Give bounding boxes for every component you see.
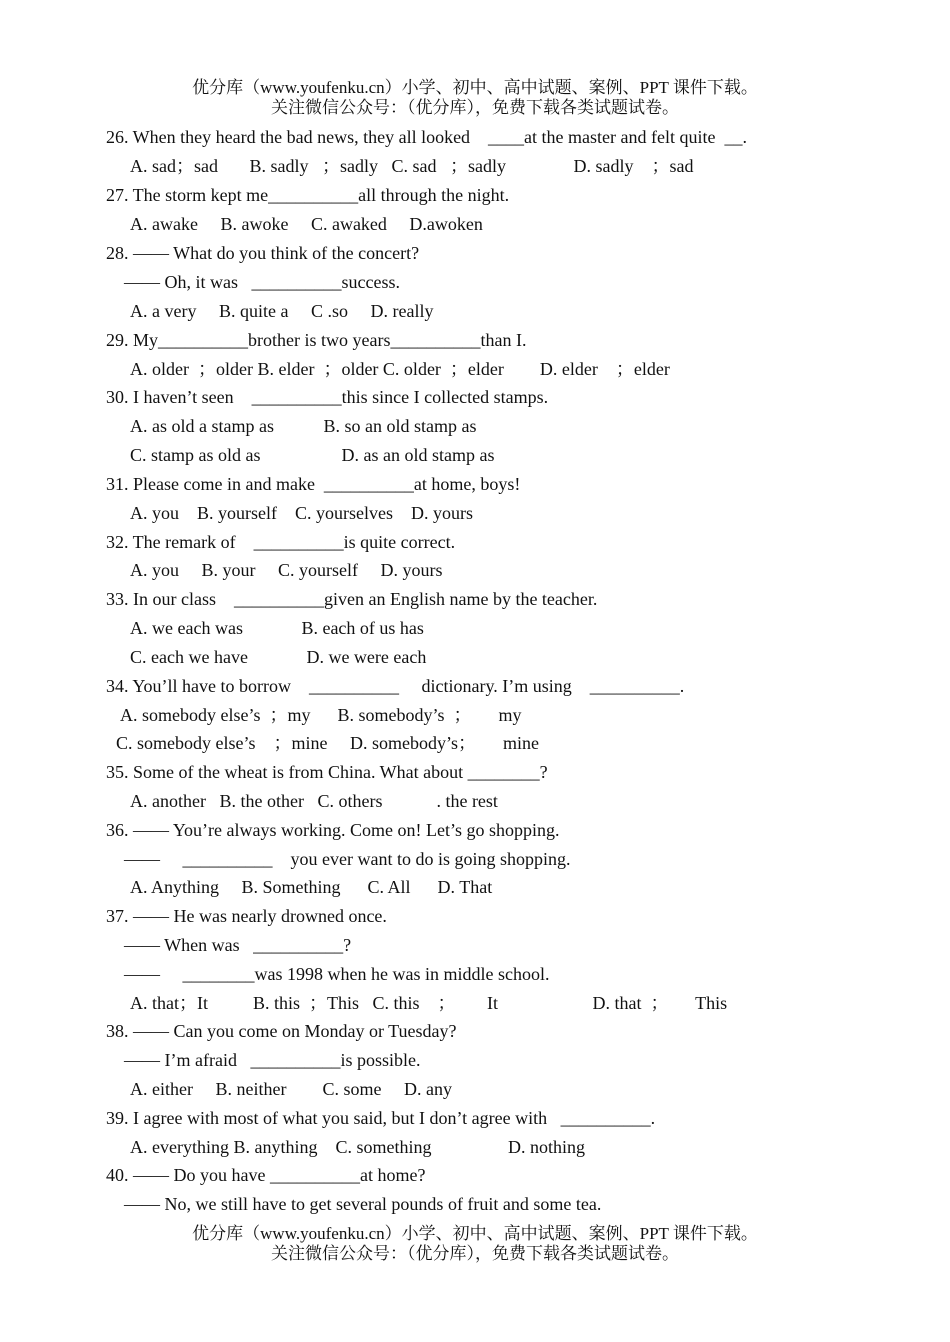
q31-stem: 31. Please come in and make __________at home, boys!	[106, 474, 521, 494]
q26-stem: 26. When they heard the bad news, they all looked ____at the master and felt quite __.	[106, 127, 747, 147]
q35-stem: 35. Some of the wheat is from China. What about ________?	[106, 762, 548, 782]
q29-stem: 29. My__________brother is two years__________than I.	[106, 330, 527, 350]
q31-options: A. you B. yourself C. yourselves D. yours	[130, 503, 473, 523]
page-footer	[0, 1224, 950, 1264]
q28-stem: 28. —— What do you think of the concert?	[106, 243, 420, 263]
q37-dialogue-1: —— When was __________?	[124, 935, 352, 955]
q36-dialogue: —— __________ you ever want to do is going shopping.	[124, 849, 571, 869]
q30-stem: 30. I haven’t seen __________this since I collected stamps.	[106, 387, 549, 407]
q39-options: A. everything B. anything C. something D. nothing	[130, 1137, 585, 1157]
q32-options: A. you B. your C. yourself D. yours	[130, 560, 443, 580]
q30-options-ab: A. as old a stamp as B. so an old stamp as	[130, 416, 477, 436]
header-line-1: 优分库（www.youfenku.cn）小学、初中、高中试题、案例、PPT 课件下载。	[192, 78, 758, 97]
q28-dialogue: —— Oh, it was __________success.	[124, 272, 400, 292]
q32-stem: 32. The remark of __________is quite correct.	[106, 532, 456, 552]
q28-options: A. a very B. quite a C .so D. really	[130, 301, 434, 321]
q27-stem: 27. The storm kept me__________all through the night.	[106, 185, 510, 205]
q27-options: A. awake B. awoke C. awaked D.awoken	[130, 214, 483, 234]
q38-stem: 38. —— Can you come on Monday or Tuesday?	[106, 1021, 457, 1041]
page-header	[0, 78, 950, 118]
q37-stem: 37. —— He was nearly drowned once.	[106, 906, 387, 926]
q36-options: A. Anything B. Something C. All D. That	[130, 877, 493, 897]
q34-options-ab: A. somebody else’s ；my B. somebody’s ； my	[120, 705, 522, 725]
q36-stem: 36. —— You’re always working. Come on! Let’s go shopping.	[106, 820, 560, 840]
q37-options: A. that；It B. this ；This C. this ； It D. that ； This	[130, 993, 728, 1013]
header-line-2: 关注微信公众号：（优分库），免费下载各类试题试卷。	[271, 98, 679, 117]
q33-stem: 33. In our class __________given an English name by the teacher.	[106, 589, 598, 609]
q38-dialogue: —— I’m afraid __________is possible.	[124, 1050, 421, 1070]
q34-options-cd: C. somebody else’s ；mine D. somebody’s； mine	[116, 733, 539, 753]
q33-options-ab: A. we each was B. each of us has	[130, 618, 424, 638]
q29-options: A. older ；older B. elder ；older C. older ；elder D. elder ；elder	[130, 359, 670, 379]
q35-options: A. another B. the other C. others . the rest	[130, 791, 498, 811]
footer-line-2: 关注微信公众号：（优分库），免费下载各类试题试卷。	[271, 1244, 679, 1263]
q26-options: A. sad；sad B. sadly ；sadly C. sad ；sadly D. sadly ；sad	[130, 156, 694, 176]
q38-options: A. either B. neither C. some D. any	[130, 1079, 452, 1099]
q39-stem: 39. I agree with most of what you said, but I don’t agree with __________.	[106, 1108, 656, 1128]
q37-dialogue-2: —— ________was 1998 when he was in middle school.	[124, 964, 550, 984]
q30-options-cd: C. stamp as old as D. as an old stamp as	[130, 445, 495, 465]
footer-line-1: 优分库（www.youfenku.cn）小学、初中、高中试题、案例、PPT 课件下载。	[192, 1224, 758, 1243]
q40-stem: 40. —— Do you have __________at home?	[106, 1165, 426, 1185]
q33-options-cd: C. each we have D. we were each	[130, 647, 427, 667]
q34-stem: 34. You’ll have to borrow __________ dictionary. I’m using __________.	[106, 676, 685, 696]
q40-dialogue: —— No, we still have to get several pounds of fruit and some tea.	[124, 1194, 602, 1214]
